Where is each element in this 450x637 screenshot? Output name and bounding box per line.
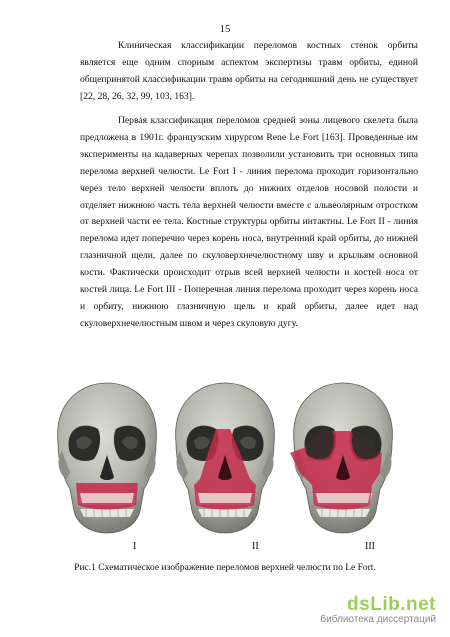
watermark-subtitle: библиотека диссертаций <box>320 614 436 625</box>
paragraph-1 <box>80 38 418 106</box>
figure-caption: Рис.1 Схематическое изображение переломов верхней челюсти по Le Fort. <box>74 563 376 573</box>
skull-illustrations <box>50 381 400 536</box>
dslib-watermark[interactable] <box>320 594 436 625</box>
label-iii: III <box>365 541 375 552</box>
paragraph-1-text: Клиническая классификации переломов костных стенок орбиты является еще одним спорным аспектом экспертизы травм орбиты, единой общепринятой классификации травм орбиты на сегодняшний день не существует [22, 28, 26, 32, 99, 103, 163]. <box>80 40 418 102</box>
figure-labels <box>0 541 450 555</box>
skull-le-fort-iii <box>290 383 392 533</box>
label-i: I <box>133 541 137 552</box>
label-ii: II <box>252 541 259 552</box>
paragraph-2 <box>80 113 418 333</box>
skull-le-fort-i <box>58 383 157 533</box>
skull-le-fort-ii <box>176 383 275 533</box>
watermark-logo: dsLib.net <box>347 594 436 615</box>
paragraph-2-text: Первая классификация переломов средней зоны лицевого скелета была предложена в 1901г. французским хирургом Rene Le Fort [163]. Проведенные им эксперименты на кадаверных черепах позволили установить три основных типа перелома верхней челюсти. Le Fort I - линия перелома проходит горизонтально через тело верхней челюсти вплоть до нижних отделов носовой полости и отделяет нижнюю часть тела верхней челюсти вместе с альвеолярным отростком от верхней части ее тела. Костные структуры орбиты интактны. Le Fort II - линия перелома идет поперечно через корень носа, внутренний край орбиты, до нижней глазничной щели, далее по скуловерхнечелюстному шву и крыльям основной кости. Фактически происходит отрыв всей верхней челюсти и костей носа от костей лица. Le Fort III - Поперечная линия перелома проходит через корень носа и орбиту, нижнюю глазничную щель и край орбиты, далее идет над скуловерхнечелюстным швом и через скуловую дугу. <box>80 115 418 329</box>
le-fort-figure <box>50 381 400 536</box>
page-number: 15 <box>219 24 231 35</box>
